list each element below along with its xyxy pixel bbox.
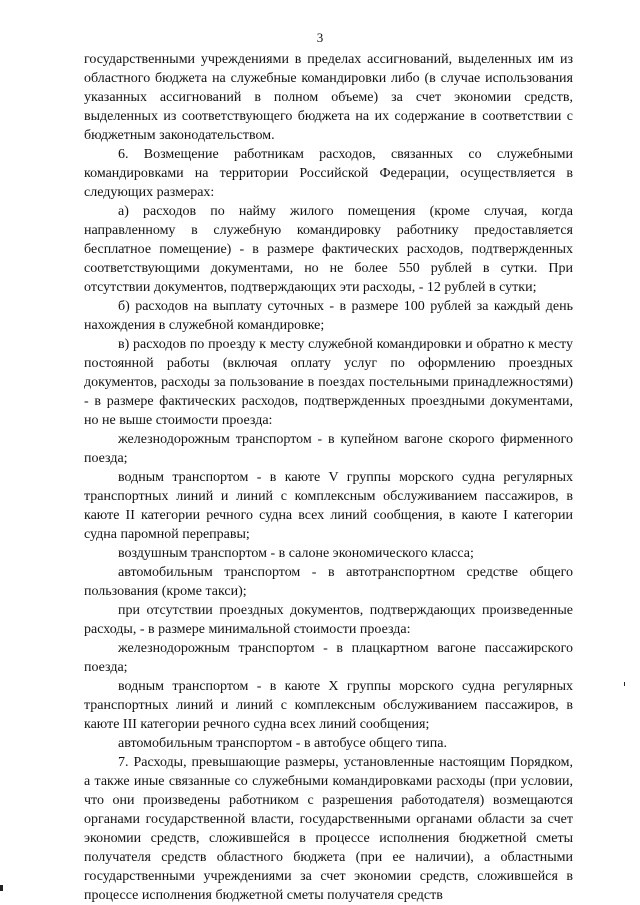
paragraph-item-7: 7. Расходы, превышающие размеры, установленные настоящим Порядком, а также иные связанные со служебными командировками расходы (при условии, что они произведены работником с разрешения работодателя) возмещаются органами государственной власти, государственными органами области за счет экономии средств, сложившейся в процессе исполнения бюджетной сметы получателя средств областного бюджета (при ее наличии), а областными государственными учреждениями за счет экономии средств, сложившейся в процессе исполнения бюджетной сметы получателя средств	[84, 755, 573, 903]
paragraph-air-transport: воздушным транспортом - в салоне экономического класса;	[118, 546, 474, 561]
paragraph-road-transport-min: автомобильным транспортом - в автобусе общего типа.	[118, 736, 447, 751]
paragraph-item-6: 6. Возмещение работникам расходов, связанных со служебными командировками на территории Российской Федерации, осуществляется в следующих размерах:	[84, 147, 573, 200]
scan-artifact-mark	[0, 885, 3, 891]
paragraph-water-transport: водным транспортом - в каюте V группы морского судна регулярных транспортных линий и линий с комплексным обслуживанием пассажиров, в каюте II категории речного судна всех линий сообщения, в каюте I категории судна паромной переправы;	[84, 470, 573, 542]
paragraph-continuation: государственными учреждениями в пределах ассигнований, выделенных им из областного бюджета на служебные командировки либо (в случае использования указанных ассигнований в полном объеме) за счет экономии средств, выделенных из соответствующего бюджета на их содержание в соответствии с бюджетным законодательством.	[84, 52, 573, 143]
paragraph-rail-transport: железнодорожным транспортом - в купейном вагоне скорого фирменного поезда;	[84, 432, 573, 466]
page-number: 3	[316, 30, 324, 45]
paragraph-subitem-v: в) расходов по проезду к месту служебной командировки и обратно к месту постоянной работы (включая оплату услуг по оформлению проездных документов, расходы за пользование в поездах постельными принадлежностями) - в размере фактических расходов, подтвержденных проездными документами, но не выше стоимости проезда:	[84, 337, 573, 428]
paragraph-no-documents: при отсутствии проездных документов, подтверждающих произведенные расходы, - в размере минимальной стоимости проезда:	[84, 603, 573, 637]
document-body	[84, 50, 573, 905]
paragraph-subitem-b: б) расходов на выплату суточных - в размере 100 рублей за каждый день нахождения в служебной командировке;	[84, 299, 573, 333]
paragraph-subitem-a: а) расходов по найму жилого помещения (кроме случая, когда направленному в служебную командировку работнику предоставляется бесплатное помещение) - в размере фактических расходов, подтвержденных соответствующими документами, но не более 550 рублей в сутки. При отсутствии документов, подтверждающих эти расходы, - 12 рублей в сутки;	[84, 204, 573, 295]
paragraph-water-transport-min: водным транспортом - в каюте X группы морского судна регулярных транспортных линий и линий с комплексным обслуживанием пассажиров, в каюте III категории речного судна всех линий сообщения;	[84, 679, 573, 732]
scan-artifact-mark	[624, 682, 625, 686]
paragraph-rail-transport-min: железнодорожным транспортом - в плацкартном вагоне пассажирского поезда;	[84, 641, 573, 675]
paragraph-road-transport: автомобильным транспортом - в автотранспортном средстве общего пользования (кроме такси);	[84, 565, 573, 599]
